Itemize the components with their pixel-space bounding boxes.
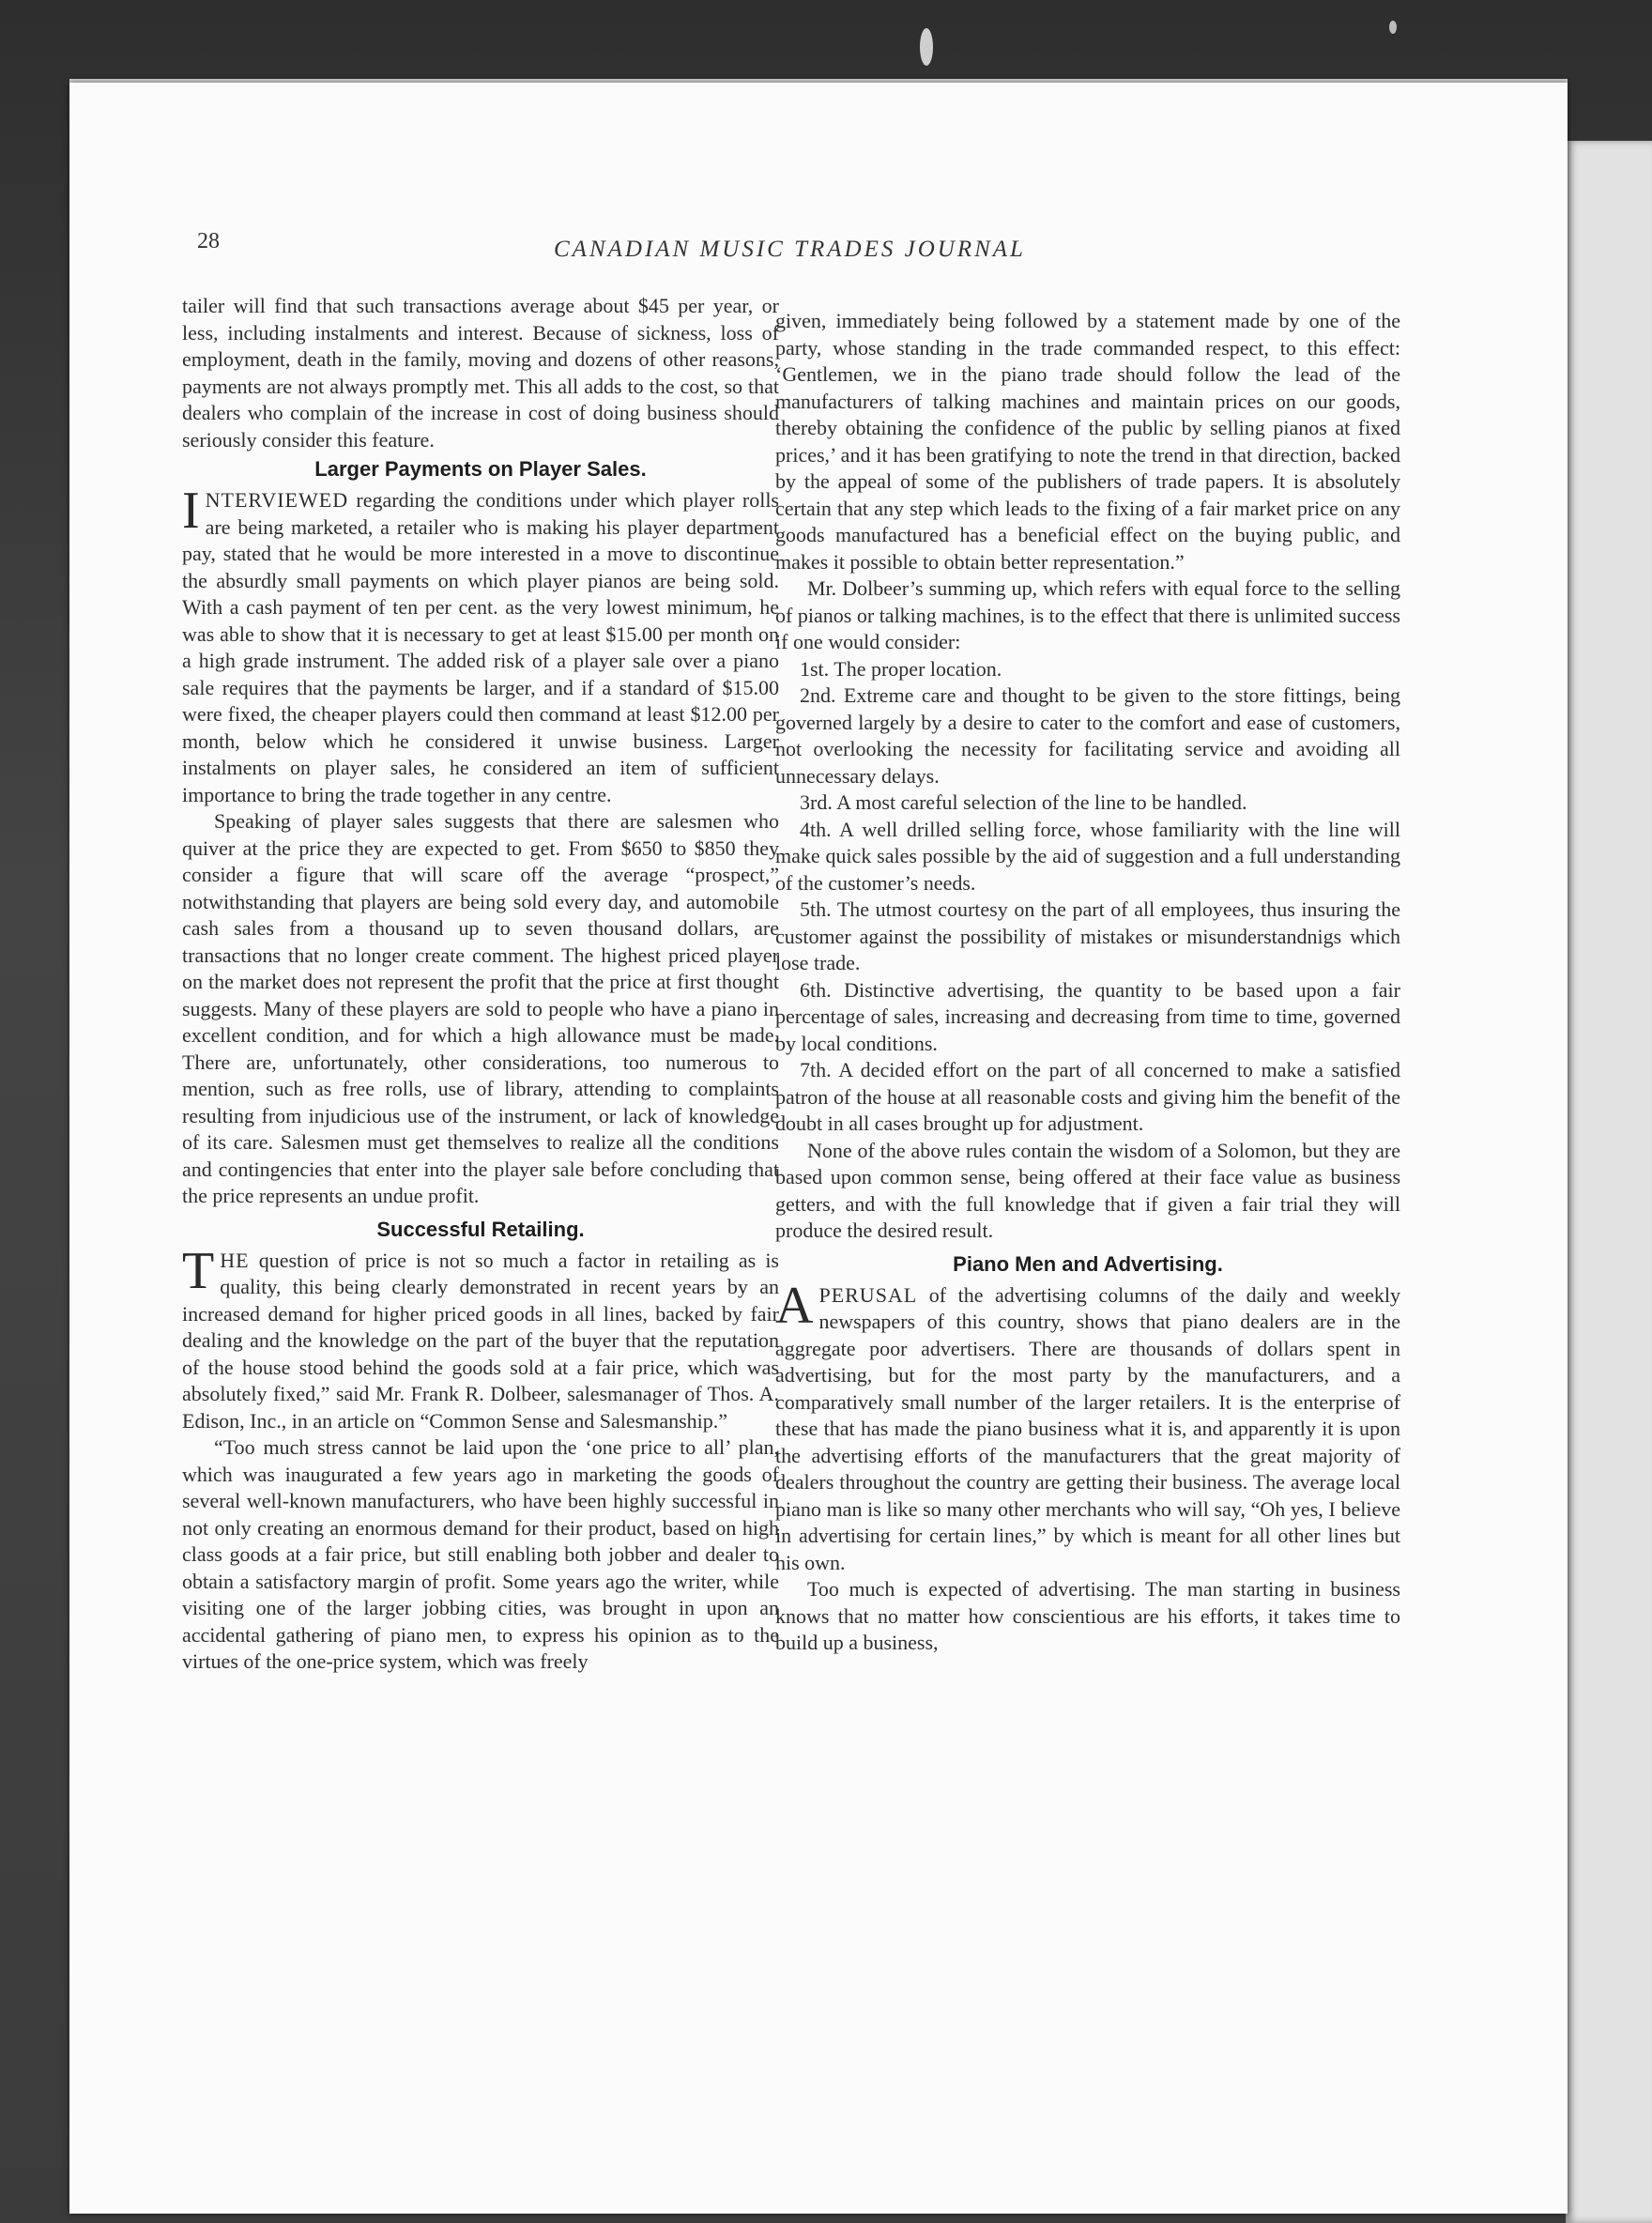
- intro-paragraph: tailer will find that such transactions average about $45 per year, or less, including instalments and interest. Because of sickness, loss of employment, death in the family, moving and dozens of other reasons, payments are not always promptly met. This all adds to the cost, so that dealers who complain of the increase in cost of doing business should seriously consider this feature.: [182, 294, 779, 452]
- rule-item-4: 4th. A well drilled selling force, whose familiarity with the line will make quick sales possible by the aid of suggestion and a full understanding of the customer’s needs.: [775, 817, 1400, 895]
- left-column: [182, 293, 779, 1676]
- paragraph-text: question of price is not so much a factor in retailing as is quality, this being clearly demonstrated in recent years by an increased demand for higher priced goods in all lines, backed by fair dealing and the knowledge on the part of the buyer that the reputation of the house stood behind the goods sold at a fair price, which was absolutely fixed,” said Mr. Frank R. Dolbeer, salesmanager of Thos. A. Edison, Inc., in an article on “Common Sense and Salesmanship.”: [182, 1248, 779, 1433]
- right-column: [775, 308, 1400, 1657]
- page-header: [197, 229, 1417, 267]
- lead-word: PERUSAL: [818, 1282, 918, 1307]
- dropcap-letter: I: [182, 482, 200, 540]
- player-sales-paragraph-2: Speaking of player sales suggests that there are salesmen who quiver at the price they are expected to get. From $650 to $850 they consider a figure that will scare off the average “prospect,” notwithstanding that players are being sold every day, and automobile cash sales from a thousand up to seven thousand dollars, are transactions that no longer create comment. The highest priced player on the market does not represent the profit that the price at first thought suggests. Many of these players are sold to people who have a piano in excellent condition, and for which a high allowance must be made. There are, unfortunately, other considerations, too numerous to mention, such as free rolls, use of library, attending to complaints resulting from injudicious use of the instrument, or lack of knowledge of its care. Salesmen must get themselves to realize all the conditions and contingencies that enter into the player sale before concluding that the price represents an undue profit.: [182, 809, 779, 1207]
- retailing-paragraph-2: “Too much stress cannot be laid upon the ‘one price to all’ plan, which was inaugurated a few years ago in marketing the goods of several well-known manufacturers, who have been highly successful in not only creating an enormous demand for their product, based on high class goods at a fair price, but still enabling both jobber and dealer to obtain a satisfactory margin of profit. Some years ago the writer, while visiting one of the larger jobbing cities, was brought in upon an accidental gathering of piano men, to express his opinion as to the virtues of the one-price system, which was freely: [182, 1435, 779, 1673]
- rule-item-1: 1st. The proper location.: [800, 656, 1002, 681]
- continuation-paragraph: given, immediately being followed by a statement made by one of the party, whose standing in the trade commanded respect, to this effect: ‘Gentlemen, we in the piano trade should follow the lead of the manufacturers of talking machines and maintain prices on our goods, thereby obtaining the confidence of the public by selling pianos at fixed prices,’ and it has been gratifying to note the trend in that direction, backed by the appeal of some of the publishers of trade papers. It is absolutely certain that any step which leads to the fixing of a fair market price on any goods manufactured has a beneficial effect on the buying public, and makes it possible to obtain better representation.”: [775, 309, 1400, 574]
- advertising-paragraph-1: [775, 1276, 1400, 1577]
- scan-speck: [1389, 21, 1397, 34]
- page-number: 28: [197, 229, 220, 253]
- rule-item-7: 7th. A decided effort on the part of all concerned to make a satisfied patron of the house at all reasonable costs and giving him the benefit of the doubt in all cases brought up for adjustment.: [775, 1058, 1400, 1135]
- summing-up-paragraph: Mr. Dolbeer’s summing up, which refers with equal force to the selling of pianos or talking machines, is to the effect that there is unlimited success if one would consider:: [775, 576, 1400, 653]
- rule-item-3: 3rd. A most careful selection of the line to be handled.: [800, 790, 1247, 814]
- rule-item-2: 2nd. Extreme care and thought to be given to the store fittings, being governed largely by a desire to cater to the comfort and ease of customers, not overlooking the necessity for facilitating service and avoiding all unnecessary delays.: [775, 683, 1400, 788]
- dropcap-letter: T: [182, 1241, 215, 1300]
- paragraph-text: regarding the conditions under which player rolls are being marketed, a retailer who is making his player department pay, stated that he would be more interested in a move to discontinue the absurdly small payments on which player pianos are being sold. With a cash payment of ten per cent. as the very lowest minimum, he was able to show that it is necessary to get at least $15.00 per month on a high grade instrument. The added risk of a player sale over a piano sale requires that the payments be larger, and if a standard of $15.00 were fixed, the cheaper players could then command at least $12.00 per month, below which he considered it unwise business. Larger instalments on player sales, he considered an item of sufficient importance to bring the trade together in any centre.: [182, 488, 779, 806]
- scan-speck: [920, 28, 933, 66]
- section-heading-successful-retailing: Successful Retailing.: [376, 1217, 585, 1241]
- player-sales-paragraph-1: [182, 482, 779, 808]
- section-heading-piano-advertising: Piano Men and Advertising.: [953, 1251, 1223, 1276]
- rule-item-5: 5th. The utmost courtesy on the part of all employees, thus insuring the customer against the possibility of mistakes or misunderstandnigs which lose trade.: [775, 897, 1400, 974]
- advertising-paragraph-2: Too much is expected of advertising. The man starting in business knows that no matter how conscientious are his efforts, it takes time to build up a business,: [775, 1577, 1400, 1654]
- section-heading-player-sales: Larger Payments on Player Sales.: [314, 457, 647, 481]
- rule-item-6: 6th. Distinctive advertising, the quantity to be based upon a fair percentage of sales, increasing and decreasing from time to time, governed by local conditions.: [775, 977, 1400, 1055]
- paragraph-text: of the advertising columns of the daily and weekly newspapers of this country, shows that piano dealers are in the aggregate poor advertisers. There are thousands of dollars spent in advertising, but for the most party by the manufacturers, and a comparatively small number of the larger retailers. It is the enterprise of these that has made the piano business what it is, and apparently it is upon the advertising efforts of the manufacturers that the great majority of dealers throughout the country are getting their business. The average local piano man is like so many other merchants who will say, “Oh yes, I believe in advertising for certain lines,” by which is meant for all other lines but his own.: [775, 1282, 1400, 1574]
- journal-title: CANADIAN MUSIC TRADES JOURNAL: [554, 237, 1026, 262]
- dropcap-letter: A: [775, 1276, 814, 1335]
- lead-word: NTERVIEWED: [205, 488, 349, 512]
- facing-page-edge: [1566, 141, 1652, 2223]
- lead-word: HE: [220, 1248, 250, 1272]
- closing-paragraph: None of the above rules contain the wisdom of a Solomon, but they are based upon common sense, being offered at their face value as business getters, and with the full knowledge that if given a fair trial they will produce the desired result.: [775, 1138, 1400, 1242]
- retailing-paragraph-1: [182, 1241, 779, 1435]
